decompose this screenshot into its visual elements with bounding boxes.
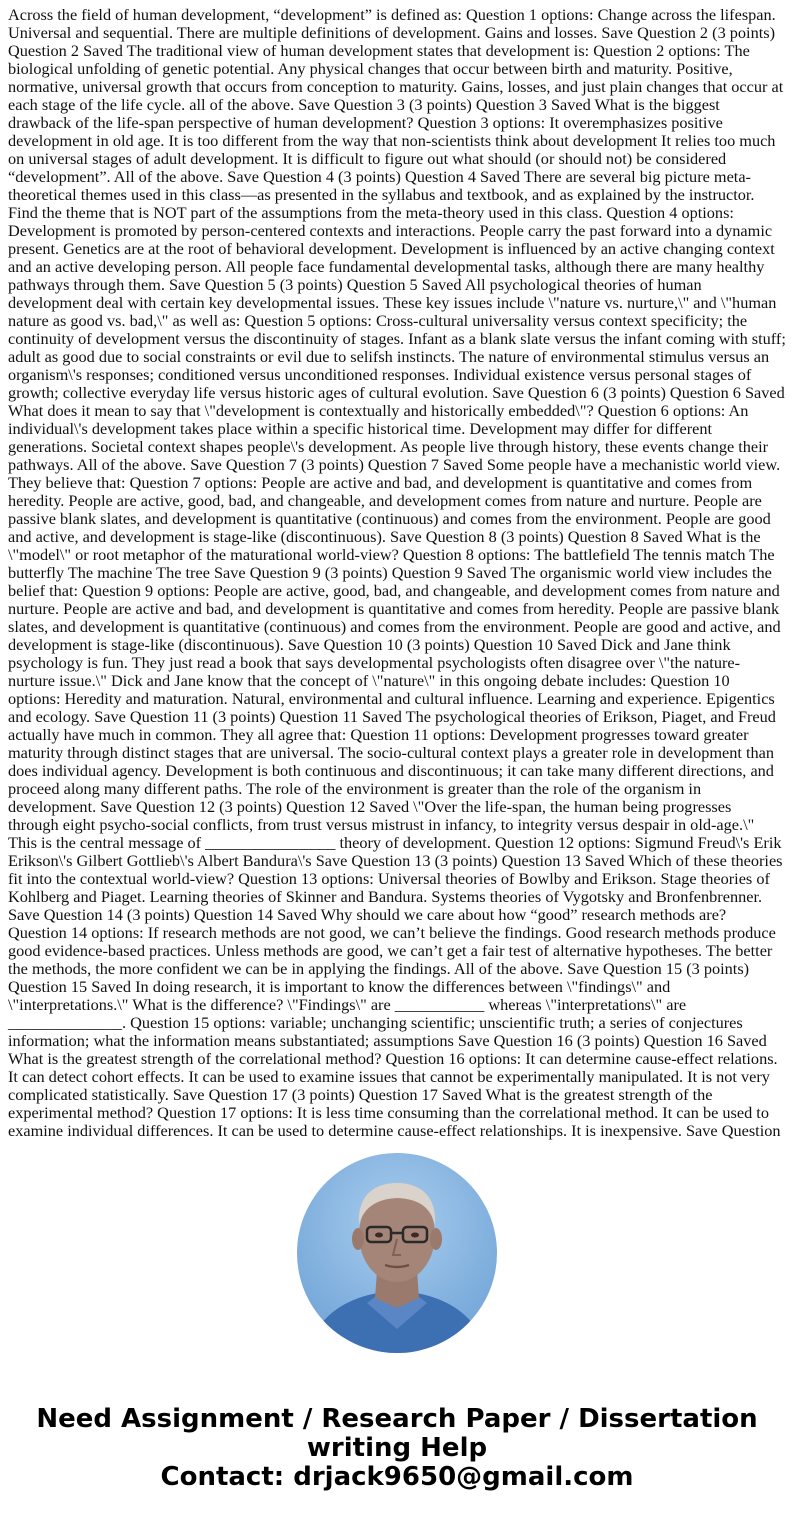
banner-line-1: Need Assignment / Research Paper / Dissertation bbox=[36, 1404, 758, 1434]
banner-line-2: writing Help bbox=[306, 1433, 488, 1463]
avatar bbox=[297, 1153, 497, 1353]
person-portrait-icon bbox=[297, 1153, 497, 1353]
contact-banner bbox=[0, 1405, 794, 1492]
document-body-text: Across the field of human development, “development” is defined as: Question 1 options: Change across the lifespan. Universal and sequential. There are multiple definitions of development. Gains and losses. Save Question 2 (3 points) Question 2 Saved The traditional view of human development states that development is: Question 2 options: The biological unfolding of genetic potential. Any physical changes that occur between birth and maturity. Positive, normative, universal growth that occurs from conception to maturity. Gains, losses, and just plain changes that occur at each stage of the life cycle. all of the above. Save Question 3 (3 points) Question 3 Saved What is the biggest drawback of the life-span perspective of human development? Question 3 options: It overemphasizes positive development in old age. It is too different from the way that non-scientists think about development It relies too much on universal stages of adult development. It is difficult to figure out what should (or should not) be considered “development”. All of the above. Save Question 4 (3 points) Question 4 Saved There are several big picture meta-theoretical themes used in this class—as presented in the syllabus and textbook, and as explained by the instructor. Find the theme that is NOT part of the assumptions from the meta-theory used in this class. Question 4 options: Development is promoted by person-centered contexts and interactions. People carry the past forward into a dynamic present. Genetics are at the root of behavioral development. Development is influenced by an active changing context and an active developing person. All people face fundamental developmental tasks, although there are many healthy pathways through them. Save Question 5 (3 points) Question 5 Saved All psychological theories of human development deal with certain key developmental issues. These key issues include \"nature vs. nurture,\" and \"human nature as good vs. bad,\" as well as: Question 5 options: Cross-cultural universality versus context specificity; the continuity of development versus the discontinuity of stages. Infant as a blank slate versus the infant coming with stuff; adult as good due to social constraints or evil due to selifsh instincts. The nature of environmental stimulus versus an organism\'s responses; conditioned versus unconditioned responses. Individual existence versus personal stages of growth; collective everyday life versus historic ages of cultural evolution. Save Question 6 (3 points) Question 6 Saved What does it mean to say that \"development is contextually and historically embedded\"? Question 6 options: An individual\'s development takes place within a specific historical time. Development may differ for different generations. Societal context shapes people\'s development. As people live through history, these events change their pathways. All of the above. Save Question 7 (3 points) Question 7 Saved Some people have a mechanistic world view. They believe that: Question 7 options: People are active and bad, and development is quantitative and comes from heredity. People are active, good, bad, and changeable, and development comes from nature and nurture. People are passive blank slates, and development is quantitative (continuous) and comes from the environment. People are good and active, and development is stage-like (discontinuous). Save Question 8 (3 points) Question 8 Saved What is the \"model\" or root metaphor of the maturational world-view? Question 8 options: The battlefield The tennis match The butterfly The machine The tree Save Question 9 (3 points) Question 9 Saved The organismic world view includes the belief that: Question 9 options: People are active, good, bad, and changeable, and development comes from nature and nurture. People are active and bad, and development is quantitative and comes from heredity. People are passive blank slates, and development is quantitative (continuous) and comes from the environment. People are good and active, and development is stage-like (discontinuous). Save Question 10 (3 points) Question 10 Saved Dick and Jane think psychology is fun. They just read a book that says developmental psychologists often disagree over \"the nature-nurture issue.\" Dick and Jane know that the concept of \"nature\" in this ongoing debate includes: Question 10 options: Heredity and maturation. Natural, environmental and cultural influence. Learning and experience. Epigentics and ecology. Save Question 11 (3 points) Question 11 Saved The psychological theories of Erikson, Piaget, and Freud actually have much in common. They all agree that: Question 11 options: Development progresses toward greater maturity through distinct stages that are universal. The socio-cultural context plays a greater role in development than does individual agency. Development is both continuous and discontinuous; it can take many different directions, and proceed along many different paths. The role of the environment is greater than the role of the organism in development. Save Question 12 (3 points) Question 12 Saved \"Over the life-span, the human being progresses through eight psycho-social conflicts, from trust versus mistrust in infancy, to integrity versus despair in old-age.\" This is the central message of ________________ theory of development. Question 12 options: Sigmund Freud\'s Erik Erikson\'s Gilbert Gottlieb\'s Albert Bandura\'s Save Question 13 (3 points) Question 13 Saved Which of these theories fit into the contextual world-view? Question 13 options: Universal theories of Bowlby and Erikson. Stage theories of Kohlberg and Piaget. Learning theories of Skinner and Bandura. Systems theories of Vygotsky and Bronfenbrenner. Save Question 14 (3 points) Question 14 Saved Why should we care about how “good” research methods are? Question 14 options: If research methods are not good, we can’t believe the findings. Good research methods produce good evidence-based practices. Unless methods are good, we can’t get a fair test of alternative hypotheses. The better the methods, the more confident we can be in applying the findings. All of the above. Save Question 15 (3 points) Question 15 Saved In doing research, it is important to know the differences between \"findings\" and \"interpretations.\" What is the difference? \"Findings\" are ___________ whereas \"interpretations\" are ______________. Question 15 options: variable; unchanging scientific; unscientific truth; a series of conjectures information; what the information means substantiated; assumptions Save Question 16 (3 points) Question 16 Saved What is the greatest strength of the correlational method? Question 16 options: It can determine cause-effect relations. It can detect cohort effects. It can be used to examine issues that cannot be experimentally manipulated. It is not very complicated statistically. Save Question 17 (3 points) Question 17 Saved What is the greatest strength of the experimental method? Question 17 options: It is less time consuming than the correlational method. It can be used to examine individual differences. It can be used to determine cause-effect relationships. It is inexpensive. Save Question bbox=[8, 5, 786, 1140]
banner-line-3: Contact: drjack9650@gmail.com bbox=[160, 1462, 634, 1492]
